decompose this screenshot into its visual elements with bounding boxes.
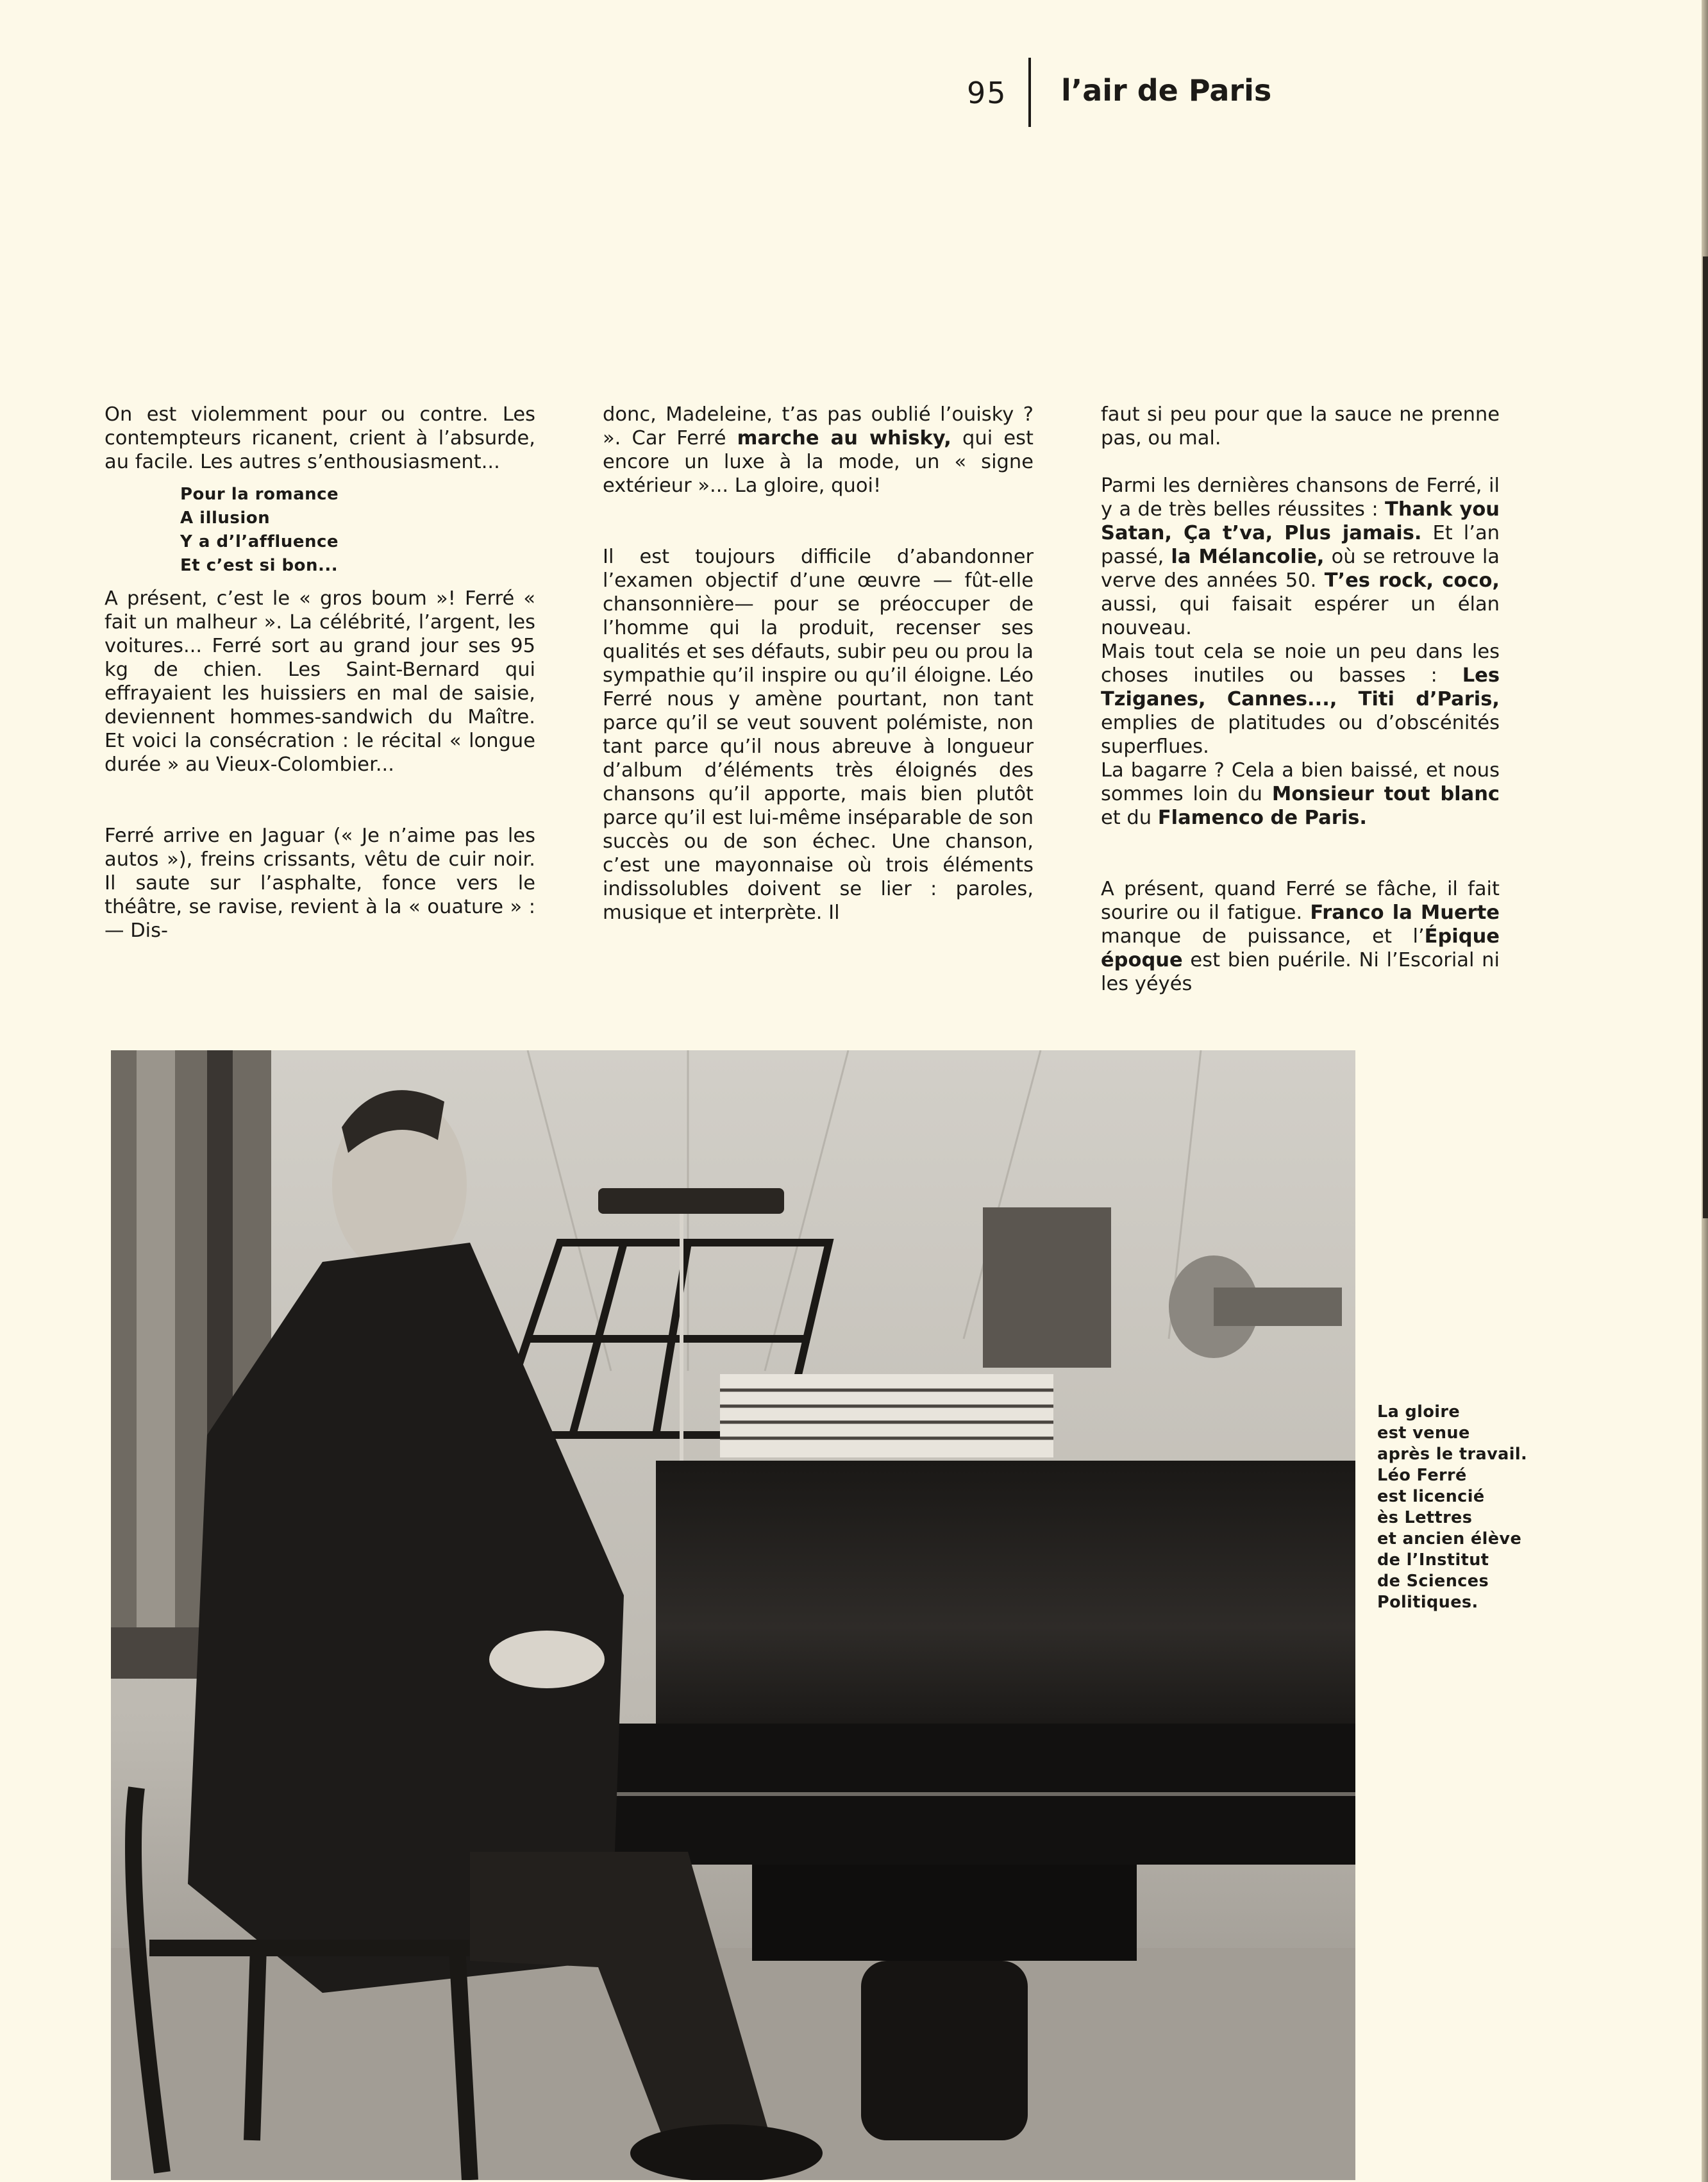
caption-line: de l’Institut bbox=[1377, 1550, 1489, 1570]
photo-caption bbox=[1377, 1402, 1527, 1613]
verse-line: Y a d’l’affluence bbox=[180, 532, 339, 551]
text-run: qui est encore un luxe à la mode, un « signe extérieur »... La gloire, quoi! bbox=[603, 427, 1034, 497]
paragraph bbox=[1101, 759, 1500, 830]
verse-line: Et c’est si bon... bbox=[180, 556, 339, 575]
caption-line: est venue bbox=[1377, 1423, 1470, 1443]
paragraph: On est violemment pour ou contre. Les contempteurs ricanent, crient à l’absurde, au facile. Les autres s’enthousiasment... bbox=[105, 403, 535, 473]
pianist-shoe bbox=[630, 2124, 823, 2180]
caption-line: et ancien élève bbox=[1377, 1529, 1522, 1548]
photo-illustration bbox=[111, 1050, 1355, 2180]
song-title: Thank you Satan, Ça t’va, Plus jamais. bbox=[1101, 498, 1500, 544]
song-title: Franco la Muerte bbox=[1310, 902, 1500, 924]
piano-pedal-lyre bbox=[861, 1961, 1028, 2140]
article-column-3 bbox=[1101, 403, 1500, 996]
text-run: A présent, quand Ferré se fâche, il fait sourire ou il fatigue. bbox=[1101, 878, 1500, 924]
caption-line: Politiques. bbox=[1377, 1593, 1478, 1612]
paragraph bbox=[1101, 640, 1500, 759]
page-gutter-shadow bbox=[1703, 256, 1708, 1218]
record-stack bbox=[720, 1374, 1053, 1457]
song-title: Les Tziganes, Cannes..., Titi d’Paris, bbox=[1101, 664, 1500, 710]
caption-line: ès Lettres bbox=[1377, 1508, 1473, 1527]
verse-line: A illusion bbox=[180, 508, 271, 528]
song-verse bbox=[180, 483, 535, 578]
text-run: et du bbox=[1101, 807, 1158, 829]
piano-lamp bbox=[598, 1188, 784, 1214]
song-title: Épique époque bbox=[1101, 925, 1500, 971]
text-run: emplies de platitudes ou d’obscénités superflues. bbox=[1101, 712, 1500, 758]
paragraph bbox=[1101, 474, 1500, 640]
caption-line: est licencié bbox=[1377, 1487, 1485, 1506]
caption-line: après le travail. bbox=[1377, 1445, 1528, 1464]
text-run: Parmi les dernières chansons de Ferré, il y a de très belles réussites : bbox=[1101, 474, 1500, 521]
text-run: donc, Madeleine, t’as pas oublié l’ouisky ? ». Car Ferré bbox=[603, 403, 1034, 449]
page-number: 95 bbox=[967, 76, 1007, 110]
text-run: Et l’an passé, bbox=[1101, 522, 1500, 568]
caption-line: La gloire bbox=[1377, 1402, 1461, 1422]
verse-line: Pour la romance bbox=[180, 485, 339, 504]
section-title: l’air de Paris bbox=[1061, 73, 1272, 108]
song-title: Flamenco de Paris. bbox=[1157, 807, 1368, 829]
emphasis: marche au whisky, bbox=[737, 427, 951, 449]
paragraph: A présent, c’est le « gros boum »! Ferré « fait un malheur ». La célébrité, l’argent, les voitures... Ferré sort au grand jour ses 95 kg de chien. Les Saint-Bernard qui effrayaient les huissiers en mal de saisie, deviennent hommes-sandwich du Maître. Et voici la consécration : le récital « longue durée » au Vieux-Colombier... bbox=[105, 587, 535, 776]
article-column-2 bbox=[603, 403, 1034, 925]
text-run: Mais tout cela se noie un peu dans les choses inutiles ou basses : bbox=[1101, 641, 1500, 687]
text-run: La bagarre ? Cela a bien baissé, et nous sommes loin du bbox=[1101, 759, 1500, 805]
song-title: Monsieur tout blanc bbox=[1271, 783, 1500, 805]
pianist-hands bbox=[489, 1631, 605, 1688]
text-run: est bien puérile. Ni l’Escorial ni les yéyés bbox=[1101, 949, 1500, 995]
caption-line: de Sciences bbox=[1377, 1572, 1489, 1591]
paragraph: Ferré arrive en Jaguar (« Je n’aime pas les autos »), freins crissants, vêtu de cuir noir. Il saute sur l’asphalte, fonce vers le théâtre, se ravise, revient à la « ouature » : — Dis- bbox=[105, 825, 535, 942]
caption-line: Léo Ferré bbox=[1377, 1466, 1467, 1485]
text-run: où se retrouve la verve des années 50. bbox=[1101, 546, 1500, 592]
paragraph bbox=[603, 403, 1034, 498]
paragraph bbox=[1101, 877, 1500, 996]
song-title: la Mélancolie, bbox=[1171, 546, 1325, 568]
song-title: T’es rock, coco, bbox=[1324, 569, 1500, 592]
paragraph: Il est toujours difficile d’abandonner l’examen objectif d’une œuvre — fût-elle chansonnière— pour se préoccuper de l’homme qui la produit, recenser ses qualités et ses défauts, subir peu ou prou la sympathie qu’il inspire ou qu’il éloigne. Léo Ferré nous y amène pourtant, non tant parce qu’il se veut souvent polémiste, non tant parce qu’il nous abreuve à longueur d’album d’éléments très éloignés des chansons qu’il apporte, mais bien plutôt parce qu’il est lui-même inséparable de son succès ou de son échec. Une chanson, c’est une mayonnaise où trois éléments indissolubles doivent se lier : paroles, musique et interprète. Il bbox=[603, 546, 1034, 924]
record-box bbox=[983, 1207, 1111, 1368]
text-run: aussi, qui faisait espérer un élan nouveau. bbox=[1101, 593, 1500, 639]
paragraph: faut si peu pour que la sauce ne prenne pas, ou mal. bbox=[1101, 403, 1500, 449]
article-column-1 bbox=[105, 403, 535, 943]
photo-pianist-at-grand-piano bbox=[111, 1050, 1355, 2180]
header-divider bbox=[1028, 58, 1031, 127]
text-run: manque de puissance, et l’ bbox=[1101, 925, 1425, 948]
